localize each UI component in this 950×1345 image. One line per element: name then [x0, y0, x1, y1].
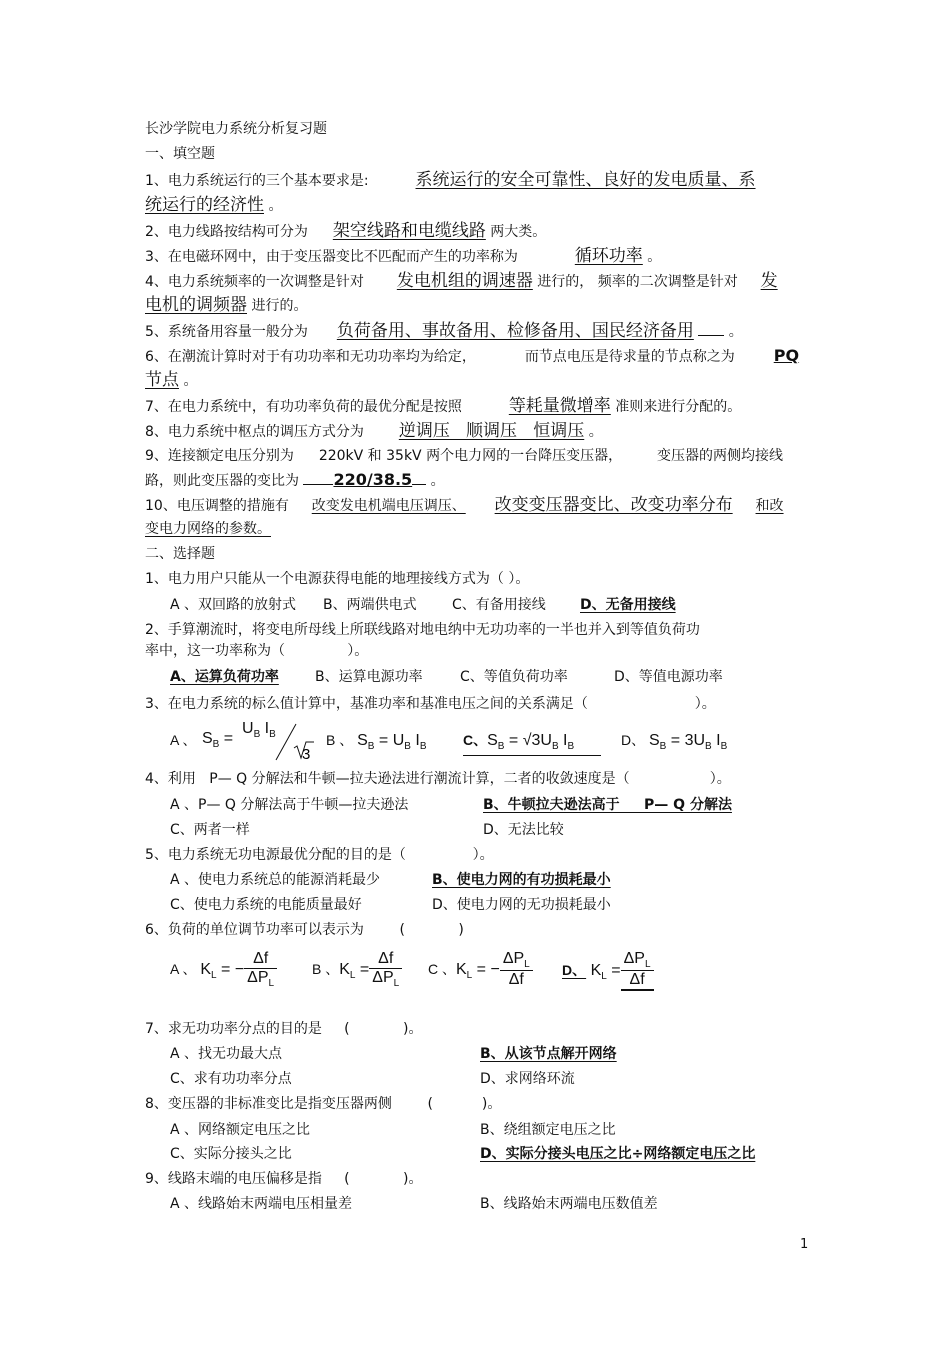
q9-text2: 220kV 和 35kV 两个电力网的一台降压变压器，	[318, 448, 623, 464]
q6-text: 6、在潮流计算时对于有功功率和无功功率均为给定，	[145, 349, 476, 365]
q3-text: 3、在电磁环网中，由于变压器变比不匹配而产生的功率称为	[145, 249, 518, 265]
c2-option-c: C、等值负荷功率	[460, 669, 568, 685]
choice-q2-line1: 2、手算潮流时，将变电所母线上所联线路对地电纳中无功功率的一半也并入到等值负荷功	[145, 622, 700, 638]
q8-end: 。	[588, 424, 603, 440]
q9-text4: 路，则此变压器的变比为	[145, 473, 299, 489]
c4-option-b: B、牛顿拉夫逊法高于 P— Q 分解法	[483, 797, 732, 813]
section-fill-heading: 一、填空题	[145, 146, 215, 162]
fill-q4-line2	[145, 295, 307, 316]
fill-q9-line1	[145, 446, 783, 466]
q3-end: 。	[647, 249, 662, 265]
choice-q2-line2: 率中，这一功率称为（ ）。	[145, 643, 369, 659]
q7-answer: 等耗量微增率	[508, 396, 611, 416]
c8-option-b: B、绕组额定电压之比	[480, 1122, 616, 1138]
c7-option-a: A 、找无功最大点	[170, 1046, 283, 1062]
fill-q5	[145, 321, 743, 342]
q9-text: 9、连接额定电压分别为	[145, 448, 294, 464]
fill-q1-line2	[145, 195, 282, 216]
q9-text3: 变压器的两侧均接线	[657, 448, 783, 464]
c8-option-d: D、实际分接头电压之比÷网络额定电压之比	[480, 1146, 756, 1162]
q6-mid: 而节点电压是待求量的节点称之为	[524, 349, 735, 365]
c9-option-a: A 、线路始末两端电压相量差	[170, 1196, 353, 1212]
c1-option-c: C、有备用接线	[452, 597, 546, 613]
fill-q7	[145, 396, 741, 417]
section-choice-heading: 二、选择题	[145, 546, 215, 562]
c5-option-d: D、使电力网的无功损耗最小	[432, 897, 611, 913]
c3-option-d-formula: D、 $S_B = 3U_B$ $I_B$	[621, 732, 728, 753]
c6-option-b-formula: B 、$K_L$ = $\frac{\Delta f}{\Delta P_L}$	[312, 950, 402, 989]
q5-text: 5、系统备用容量一般分为	[145, 324, 308, 340]
q1-answer: 系统运行的安全可靠性、良好的发电质量、系	[415, 170, 756, 190]
choice-q8: 8、变压器的非标准变比是指变压器两侧 ( )。	[145, 1096, 502, 1112]
choice-q5: 5、电力系统无功电源最优分配的目的是（ ）。	[145, 847, 494, 863]
choice-q1: 1、电力用户只能从一个电源获得电能的地理接线方式为（ ）。	[145, 571, 530, 587]
svg-text:3: 3	[302, 746, 311, 762]
c8-option-c: C、实际分接头之比	[170, 1146, 292, 1162]
q8-answer: 逆调压 顺调压 恒调压	[398, 421, 585, 441]
q10-answer2: 改变变压器变比、改变功率分布	[494, 495, 733, 515]
q4-answer2-cont: 电机的调频器	[145, 295, 247, 315]
fill-q6-line1	[145, 346, 799, 367]
q9-answer: 220/38.5	[333, 470, 413, 489]
page-number: 1	[800, 1237, 809, 1252]
q5-answer: 负荷备用、事故备用、检修备用、国民经济备用	[336, 321, 694, 341]
q2-end: 两大类。	[490, 224, 547, 240]
c2-option-d: D、等值电源功率	[614, 669, 723, 685]
c4-option-a: A 、P— Q 分解法高于牛顿—拉夫逊法	[170, 797, 409, 813]
c1-option-a: A 、双回路的放射式	[170, 597, 297, 613]
q4-text: 4、电力系统频率的一次调整是针对	[145, 274, 364, 290]
fill-q8	[145, 421, 603, 442]
choice-q3: 3、在电力系统的标么值计算中，基准功率和基准电压之间的关系满足（ ）。	[145, 696, 716, 712]
choice-q4: 4、利用 P— Q 分解法和牛顿—拉夫逊法进行潮流计算，二者的收敛速度是（ ）。	[145, 771, 731, 787]
q2-answer: 架空线路和电缆线路	[332, 221, 486, 241]
q4-answer2: 发	[760, 271, 778, 291]
fill-q10-line2	[145, 519, 271, 539]
c2-option-a	[170, 667, 301, 687]
c3-option-c-formula: C、$S_B = √3U_B$ $I_B$	[463, 730, 601, 756]
q4-answer1: 发电机组的调速器	[396, 271, 533, 291]
q7-end: 准则来进行分配的。	[615, 399, 742, 415]
c7-option-c: C、求有功功率分点	[170, 1071, 292, 1087]
c2-option-b: B、运算电源功率	[315, 669, 423, 685]
fill-q3	[145, 246, 661, 267]
q6-answer: PQ	[773, 346, 800, 365]
c9-option-b: B、线路始末两端电压数值差	[480, 1196, 658, 1212]
c6-option-a-formula: A 、 $K_L$ = − $\frac{\Delta f}{\Delta P_L}$	[170, 950, 277, 989]
c4-option-c: C、两者一样	[170, 822, 250, 838]
choice-q6: 6、负荷的单位调节功率可以表示为 ( )	[145, 922, 464, 938]
c7-option-d: D、求网络环流	[480, 1071, 575, 1087]
fill-q10-line1	[145, 495, 784, 516]
q10-answer3: 和改	[755, 498, 784, 514]
sqrt3-divisor-icon	[274, 722, 314, 762]
document-page: 长沙学院电力系统分析复习题 一、填空题 1、电力系统运行的三个基本要求是: 系统运行的安全可靠性、良好的发电质量、系 统运行的经济性 。 2、电力线路按结构可分为 架空线路和电缆线路 两大类。 3、在电磁环网中，由于变压器变比不匹配而产生的功率称为 循环功率 。 4、电力系统频率的一次调整是针对 发电机组的调速器 进行的， 频率的二次调整是针对 发 电机的调频器 进行的。 5、系统备用容量一般分为 负荷备用、事故备用、检修备用、国民经济备用 。 6、在潮流计算时对于有功功率和无功功率均为给定， 而节点电压是待求量的节点称之为 PQ 节点 。 7、在电力系统中，有功功率负荷的最优分配是按照 等耗量微增率 准则来进行分配的。 8、电力系统中枢点的调压方式分为 逆调压 顺调压 恒调压 。 9、连接额定电压分别为 220kV 和 35kV 两个电力网的一台降压变压器， 变压器的两侧均接线 路，则此变压器的变比为 220/38.5 。 10、电压调整的措施有 改变发电机端电压调压、 改变变压器变比、改变功率分布 和改 变电力网络的参数。 二、选择题 1、电力用户只能从一个电源获得电能的地理接线方式为（ ）。 A 、双回路的放射式 B、两端供电式 C、有备用接线 D、无备用接线 2、手算潮流时，将变电所母线上所联线路对地电纳中无功功率的一半也并入到等值负荷功 率中，这一功率称为（ ）。 A、运算负荷功率 B、运算电源功率 C、等值负荷功率 D、等值电源功率 3、在电力系统的标么值计算中，基准功率和基准电压之间的关系满足（ ）。 A 、 $S_B$ = $U_B$ $I_B$ 3 B 、 $S_B = U_B$ $I_B$ C、$S_B = √3U_B$ $I_B$ D、 $S_B = 3U_B$ $I_B$ 4、利用 P— Q 分解法和牛顿—拉夫逊法进行潮流计算，二者的收敛速度是（ ）。 A 、P— Q 分解法高于牛顿—拉夫逊法 B、牛顿拉夫逊法高于 P— Q 分解法 C、两者一样 D、无法比较 5、电力系统无功电源最优分配的目的是（ ）。 A 、使电力系统总的能源消耗最少 B、使电力网的有功损耗最小 C、使电力系统的电能质量最好 D、使电力网的无功损耗最小 6、负荷的单位调节功率可以表示为 ( ) A 、 $K_L$ = − $\frac{\Delta f}{\Delta P_L}$ B 、$K_L$ = $\frac{\Delta f}{\Delta P_L}$ C 、$K_L$ = − $\frac{\Delta P_L}{\Delta f}$ D、 $K_L$ = $\frac{\Delta P_L}{\Delta f}$ 7、求无功功率分点的目的是 ( )。 A 、找无功最大点 B、从该节点解开网络 C、求有功功率分点 D、求网络环流 8、变压器的非标准变比是指变压器两侧 ( )。 A 、网络额定电压之比 B、绕组额定电压之比 C、实际分接头之比 D、实际分接头电压之比÷网络额定电压之比 9、线路末端的电压偏移是指 ( )。 A 、线路始末两端电压相量差 B、线路始末两端电压数值差 1	[145, 121, 809, 1252]
q1-answer-cont: 统运行的经济性	[145, 195, 264, 215]
c8-option-a: A 、网络额定电压之比	[170, 1122, 311, 1138]
c5-option-b: B、使电力网的有功损耗最小	[432, 872, 611, 888]
q10-text: 10、电压调整的措施有	[145, 498, 289, 514]
fill-q4-line1	[145, 271, 778, 292]
fill-q9-line2	[145, 470, 445, 491]
c6-option-c-formula: C 、$K_L$ = − $\frac{\Delta P_L}{\Delta f}$	[428, 950, 533, 989]
c6-option-d-formula: D、 $K_L$ = $\frac{\Delta P_L}{\Delta f}$	[562, 950, 654, 991]
q4-end: 进行的。	[251, 298, 308, 314]
c2-option-a-text: A、运算负荷功率	[170, 669, 279, 685]
c3-option-b-formula: B 、 $S_B = U_B$ $I_B$	[326, 732, 427, 753]
q8-text: 8、电力系统中枢点的调压方式分为	[145, 424, 364, 440]
doc-title: 长沙学院电力系统分析复习题	[145, 121, 327, 137]
c5-option-a: A 、使电力系统总的能源消耗最少	[170, 872, 381, 888]
q6-end: 。	[183, 373, 198, 389]
c1-option-b: B、两端供电式	[323, 597, 417, 613]
q10-answer-cont: 变电力网络的参数。	[145, 521, 271, 537]
c4-option-d: D、无法比较	[483, 822, 564, 838]
c1-option-d: D、无备用接线	[580, 597, 676, 613]
fill-q2	[145, 221, 546, 242]
choice-q9: 9、线路末端的电压偏移是指 ( )。	[145, 1171, 423, 1187]
q10-answer1: 改变发电机端电压调压、	[311, 498, 466, 514]
q1-end: 。	[268, 198, 283, 214]
c5-option-c: C、使电力系统的电能质量最好	[170, 897, 362, 913]
fill-q6-line2	[145, 370, 197, 391]
q1-text: 1、电力系统运行的三个基本要求是:	[145, 173, 369, 189]
choice-q7: 7、求无功功率分点的目的是 ( )。	[145, 1021, 423, 1037]
c7-option-b: B、从该节点解开网络	[480, 1046, 617, 1062]
fill-q1-line1	[145, 170, 756, 191]
q6-answer-cont: 节点	[145, 370, 179, 390]
q7-text: 7、在电力系统中，有功功率负荷的最优分配是按照	[145, 399, 462, 415]
q3-answer: 循环功率	[574, 246, 643, 266]
q9-end: 。	[430, 473, 445, 489]
q4-mid: 进行的， 频率的二次调整是针对	[537, 274, 738, 290]
q5-end: 。	[728, 324, 743, 340]
q2-text: 2、电力线路按结构可分为	[145, 224, 308, 240]
